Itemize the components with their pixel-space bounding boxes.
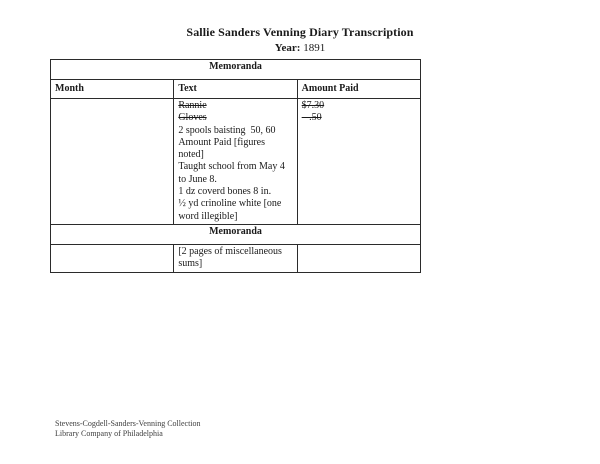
year-line bbox=[0, 42, 600, 54]
page-title: Sallie Sanders Venning Diary Transcription bbox=[186, 25, 414, 39]
entry-amount-line: $7.30 bbox=[301, 100, 325, 111]
entry-text-line: Rannie bbox=[178, 100, 207, 111]
footer-collection-line: Stevens-Cogdell-Sanders-Venning Collection bbox=[55, 419, 201, 428]
year-value: 1891 bbox=[303, 42, 326, 54]
entry-month-cell bbox=[51, 99, 174, 225]
entry-text-cell bbox=[174, 99, 297, 225]
sums-amount-cell bbox=[297, 244, 420, 272]
memoranda-table bbox=[50, 59, 421, 273]
sums-row bbox=[51, 244, 421, 272]
entry-text-line: Taught school from May 4 to June 8. bbox=[178, 161, 288, 185]
column-header-amount: Amount Paid bbox=[297, 80, 420, 99]
entry-text-line: ½ yd crinoline white [one word illegible] bbox=[178, 198, 284, 222]
column-header-row bbox=[51, 80, 421, 99]
section2-header-row bbox=[51, 224, 421, 244]
title-block bbox=[0, 25, 600, 54]
entry-amount-line: .50 bbox=[301, 112, 322, 124]
entry-text-line: 2 spools baisting 50, 60 bbox=[178, 124, 276, 136]
entry-text-line: Gloves bbox=[178, 112, 207, 124]
sums-month-cell bbox=[51, 244, 174, 272]
entry-text-line: 1 dz coverd bones 8 in. bbox=[178, 186, 272, 198]
footer bbox=[55, 419, 201, 438]
sums-text-cell: [2 pages of miscellaneous sums] bbox=[174, 244, 297, 272]
section1-header-row bbox=[51, 60, 421, 80]
entry-amount-cell bbox=[297, 99, 420, 225]
column-header-text: Text bbox=[174, 80, 297, 99]
footer-library-line: Library Company of Philadelphia bbox=[55, 428, 163, 438]
year-label: Year: bbox=[274, 42, 301, 54]
entry-row bbox=[51, 99, 421, 225]
column-header-month: Month bbox=[51, 80, 174, 99]
section2-header: Memoranda bbox=[51, 224, 421, 244]
section1-header: Memoranda bbox=[51, 60, 421, 80]
entry-text-line: Amount Paid [figures noted] bbox=[178, 136, 268, 161]
